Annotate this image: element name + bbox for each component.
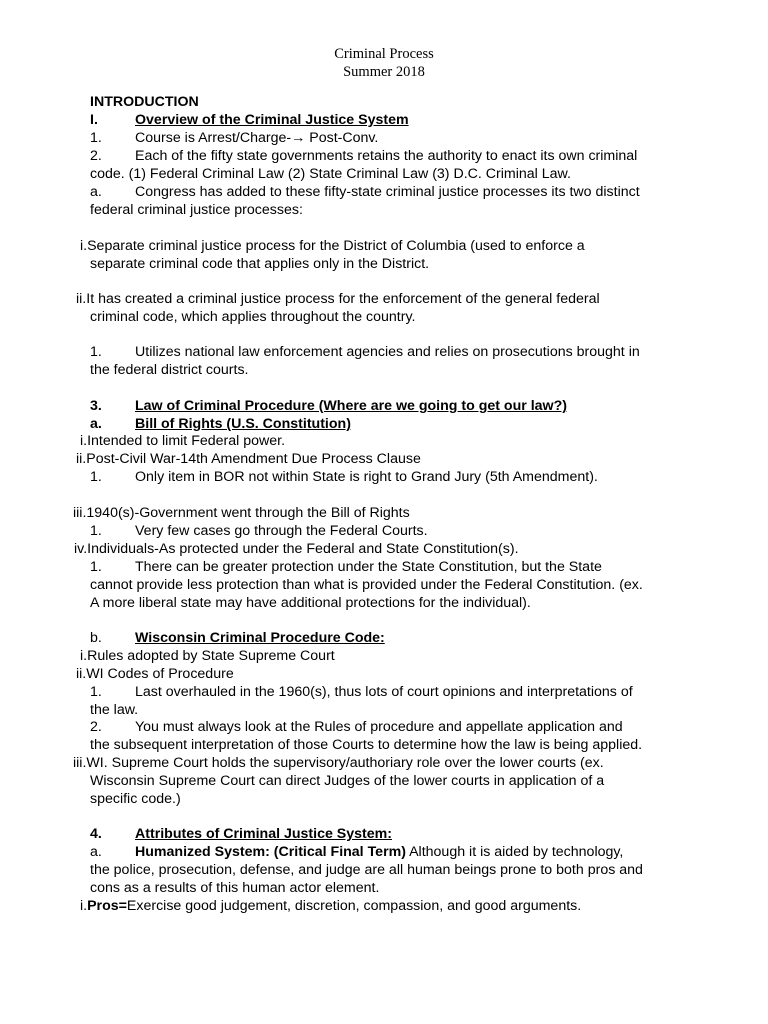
- bor-iv-1-text: There can be greater protection under the State Constitution, but the State: [135, 559, 602, 575]
- section-4a-number: a.: [90, 844, 102, 860]
- item-a-text: Congress has added to these fifty-state criminal justice processes its two distinct: [135, 184, 640, 200]
- sub-item-1-line-2: the federal district courts.: [90, 362, 249, 378]
- item-1-text-post: Post-Conv.: [305, 130, 379, 146]
- pros-text: Exercise good judgement, discretion, compassion, and good arguments.: [126, 898, 582, 914]
- wi-ii-1-text: Last overhauled in the 1960(s), thus lots of court opinions and interpretations of: [135, 684, 633, 700]
- bor-iv-1-line-2: cannot provide less protection than what is provided under the Federal Constitution. (ex.: [90, 577, 643, 593]
- item-a-line-1: [90, 183, 640, 201]
- item-2-number: 2.: [90, 148, 102, 164]
- document-header: [0, 45, 768, 81]
- bor-iii-1-number: 1.: [90, 523, 102, 539]
- section-1-number: I.: [90, 112, 98, 128]
- section-b-heading: [90, 629, 385, 647]
- section-1-heading: [90, 111, 409, 129]
- bor-iv-1-number: 1.: [90, 559, 102, 575]
- sub-item-1-number: 1.: [90, 344, 102, 360]
- arrow-icon: →: [291, 130, 306, 146]
- wi-ii-2-text: You must always look at the Rules of procedure and appellate application and: [135, 719, 623, 735]
- wi-ii-2-number: 2.: [90, 719, 102, 735]
- intro-heading: INTRODUCTION: [90, 94, 199, 110]
- wi-iii-line-1: iii.WI. Supreme Court holds the supervisory/authoriary role over the lower courts (ex.: [73, 755, 604, 771]
- bor-iii-1: [90, 522, 428, 540]
- bor-iii: iii.1940(s)-Government went through the Bill of Rights: [73, 505, 410, 521]
- section-1-title: Overview of the Criminal Justice System: [135, 112, 409, 128]
- sub-item-1-text: Utilizes national law enforcement agencies and relies on prosecutions brought in: [135, 344, 640, 360]
- pros-line: [80, 897, 581, 915]
- section-3a-heading: [90, 415, 351, 433]
- item-1: [90, 129, 378, 147]
- wi-ii: ii.WI Codes of Procedure: [76, 666, 234, 682]
- section-4-heading: [90, 825, 392, 843]
- roman-i-line-2: separate criminal code that applies only in the District.: [90, 256, 430, 272]
- item-1-number: 1.: [90, 130, 102, 146]
- section-4a-line-2: the police, prosecution, defense, and judge are all human beings prone to both pros and: [90, 862, 643, 878]
- section-4-title: Attributes of Criminal Justice System:: [135, 826, 393, 842]
- section-b-title: Wisconsin Criminal Procedure Code:: [135, 630, 385, 646]
- wi-ii-1-line-1: [90, 683, 633, 701]
- pros-label: Pros=: [87, 898, 127, 914]
- item-2-text: Each of the fifty state governments retains the authority to enact its own criminal: [135, 148, 638, 164]
- section-3a-number: a.: [90, 416, 102, 432]
- item-2-line-2: code. (1) Federal Criminal Law (2) State Criminal Law (3) D.C. Criminal Law.: [90, 166, 571, 182]
- item-2-line-1: [90, 147, 637, 165]
- wi-ii-1-number: 1.: [90, 684, 102, 700]
- section-4a-line-3: cons as a results of this human actor element.: [90, 880, 380, 896]
- wi-i: i.Rules adopted by State Supreme Court: [80, 648, 335, 664]
- wi-ii-2-line-2: the subsequent interpretation of those Courts to determine how the law is being applied.: [90, 737, 643, 753]
- bor-iv-1-line-1: [90, 558, 602, 576]
- roman-ii-line-1: ii.It has created a criminal justice process for the enforcement of the general federal: [76, 291, 600, 307]
- document-subtitle: Summer 2018: [343, 64, 425, 80]
- wi-ii-2-line-1: [90, 718, 623, 736]
- item-1-text-pre: Course is Arrest/Charge-: [135, 130, 292, 146]
- item-a-line-2: federal criminal justice processes:: [90, 202, 303, 218]
- bor-ii-1: [90, 468, 598, 486]
- wi-ii-1-line-2: the law.: [90, 702, 139, 718]
- section-3-heading: [90, 397, 567, 415]
- roman-i-line-1: i.Separate criminal justice process for the District of Columbia (used to enforce a: [80, 238, 585, 254]
- section-b-number: b.: [90, 630, 102, 646]
- item-a-number: a.: [90, 184, 102, 200]
- pros-number: i.: [80, 898, 88, 914]
- section-3-number: 3.: [90, 398, 102, 414]
- sub-item-1-line-1: [90, 343, 640, 361]
- section-4a-line-1: [90, 843, 623, 861]
- bor-ii: ii.Post-Civil War-14th Amendment Due Process Clause: [76, 451, 421, 467]
- section-3a-title: Bill of Rights (U.S. Constitution): [135, 416, 351, 432]
- bor-iv-1-line-3: A more liberal state may have additional protections for the individual).: [90, 595, 531, 611]
- bor-ii-1-text: Only item in BOR not within State is right to Grand Jury (5th Amendment).: [135, 469, 598, 485]
- bor-ii-1-number: 1.: [90, 469, 102, 485]
- document-title: Criminal Process: [334, 46, 434, 62]
- section-4a-text: Although it is aided by technology,: [405, 844, 624, 860]
- roman-ii-line-2: criminal code, which applies throughout the country.: [90, 309, 416, 325]
- bor-iv: iv.Individuals-As protected under the Federal and State Constitution(s).: [74, 541, 519, 557]
- section-4a-bold: Humanized System: (Critical Final Term): [135, 844, 406, 860]
- bor-i: i.Intended to limit Federal power.: [80, 433, 286, 449]
- section-3-title: Law of Criminal Procedure (Where are we going to get our law?): [135, 398, 567, 414]
- section-4-number: 4.: [90, 826, 102, 842]
- wi-iii-line-2: Wisconsin Supreme Court can direct Judges of the lower courts in application of a: [90, 773, 605, 789]
- wi-iii-line-3: specific code.): [90, 791, 181, 807]
- bor-iii-1-text: Very few cases go through the Federal Courts.: [135, 523, 428, 539]
